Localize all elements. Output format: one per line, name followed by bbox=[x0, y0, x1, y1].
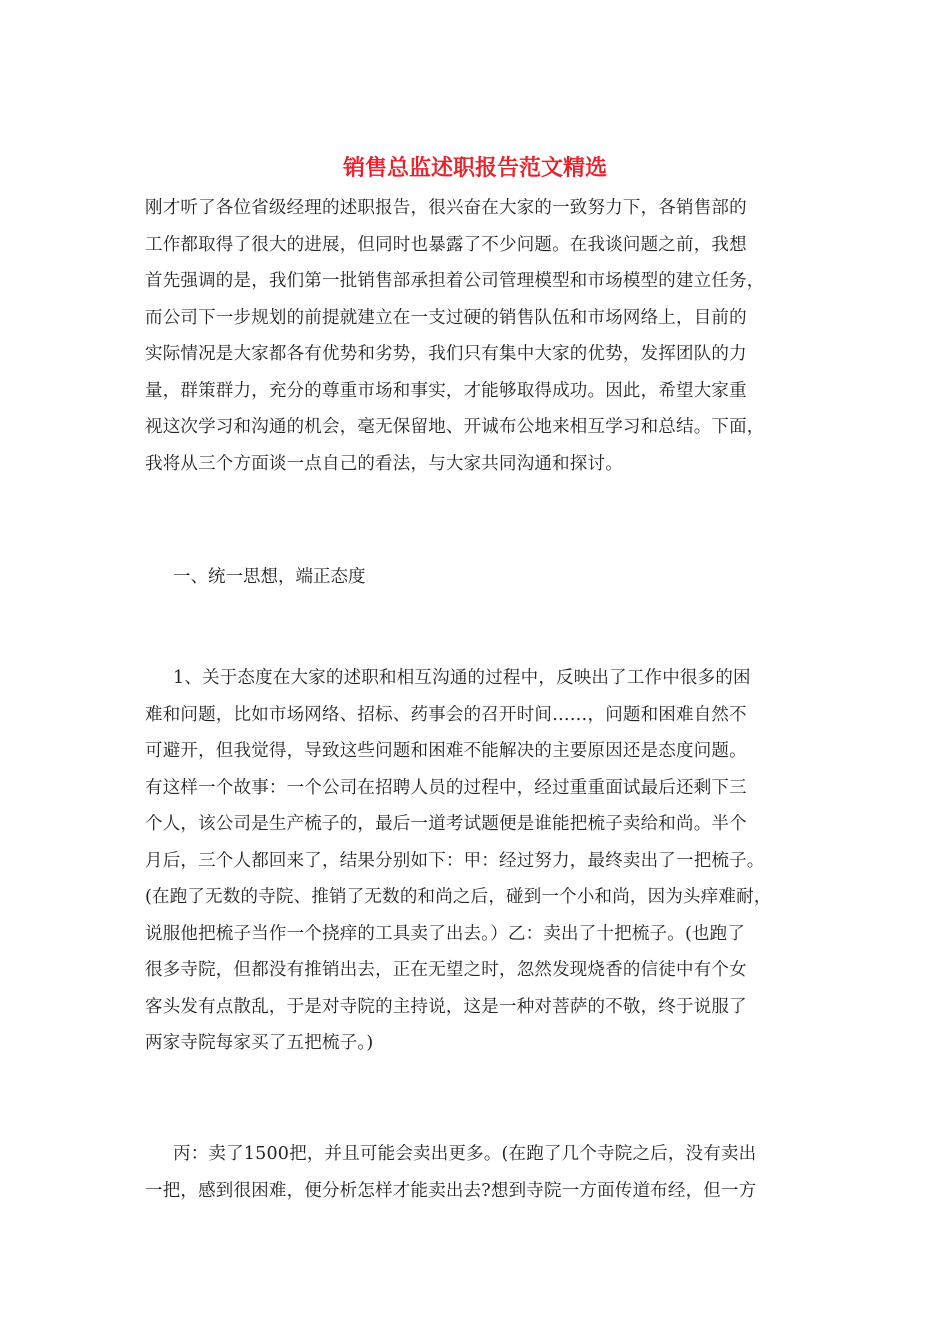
section1-paragraph bbox=[145, 660, 805, 1062]
intro-line: 我将从三个方面谈一点自己的看法，与大家共同沟通和探讨。 bbox=[145, 453, 623, 474]
intro-line: 实际情况是大家都各有优势和劣势，我们只有集中大家的优势，发挥团队的力 bbox=[145, 344, 747, 364]
section1-line: 很多寺院，但都没有推销出去，正在无望之时，忽然发现烧香的信徒中有个女 bbox=[145, 960, 747, 980]
intro-line: 而公司下一步规划的前提就建立在一支过硬的销售队伍和市场网络上，目前的 bbox=[145, 307, 747, 328]
intro-line: 量，群策群力，充分的尊重市场和事实，才能够取得成功。因此，希望大家重 bbox=[145, 380, 747, 401]
section2-line: 丙：卖了1500把，并且可能会卖出更多。(在跑了几个寺院之后，没有卖出 bbox=[173, 1144, 757, 1164]
section1-line: 可避开，但我觉得，导致这些问题和困难不能解决的主要原因还是态度问题。 bbox=[145, 741, 747, 761]
section1-line: 个人，该公司是生产梳子的，最后一道考试题便是谁能把梳子卖给和尚。半个 bbox=[145, 814, 747, 834]
section1-line: 客头发有点散乱，于是对寺院的主持说，这是一种对菩萨的不敬，终于说服了 bbox=[145, 996, 747, 1017]
section2-line: 一把，感到很困难，便分析怎样才能卖出去?想到寺院一方面传道布经，但一方 bbox=[145, 1180, 757, 1201]
section1-line: (在跑了无数的寺院、推销了无数的和尚之后，碰到一个小和尚，因为头痒难耐， bbox=[145, 887, 772, 907]
section1-line: 有这样一个故事：一个公司在招聘人员的过程中，经过重重面试最后还剩下三 bbox=[145, 777, 747, 798]
section1-line: 月后，三个人都回来了，结果分别如下：甲：经过努力，最终卖出了一把梳子。 bbox=[145, 850, 765, 871]
intro-line: 刚才听了各位省级经理的述职报告，很兴奋在大家的一致努力下，各销售部的 bbox=[145, 198, 747, 218]
document-title: 销售总监述职报告范文精选 bbox=[342, 155, 607, 181]
intro-line: 视这次学习和沟通的机会，毫无保留地、开诚布公地来相互学习和总结。下面， bbox=[145, 417, 765, 437]
section2-paragraph bbox=[145, 1136, 805, 1209]
intro-line: 首先强调的是，我们第一批销售部承担着公司管理模型和市场模型的建立任务， bbox=[145, 271, 765, 291]
section1-line: 说服他把梳子当作一个挠痒的工具卖了出去。）乙：卖出了十把梳子。(也跑了 bbox=[145, 923, 746, 944]
intro-line: 工作都取得了很大的进展，但同时也暴露了不少问题。在我谈问题之前，我想 bbox=[145, 234, 747, 255]
section1-line: 难和问题，比如市场网络、招标、药事会的召开时间……，问题和困难自然不 bbox=[145, 704, 747, 725]
section-heading: 一、统一思想，端正态度 bbox=[173, 567, 366, 587]
intro-paragraph bbox=[145, 190, 805, 482]
section1-line: 1、关于态度在大家的述职和相互沟通的过程中，反映出了工作中很多的困 bbox=[173, 668, 751, 688]
section1-line: 两家寺院每家买了五把梳子。) bbox=[145, 1033, 374, 1053]
